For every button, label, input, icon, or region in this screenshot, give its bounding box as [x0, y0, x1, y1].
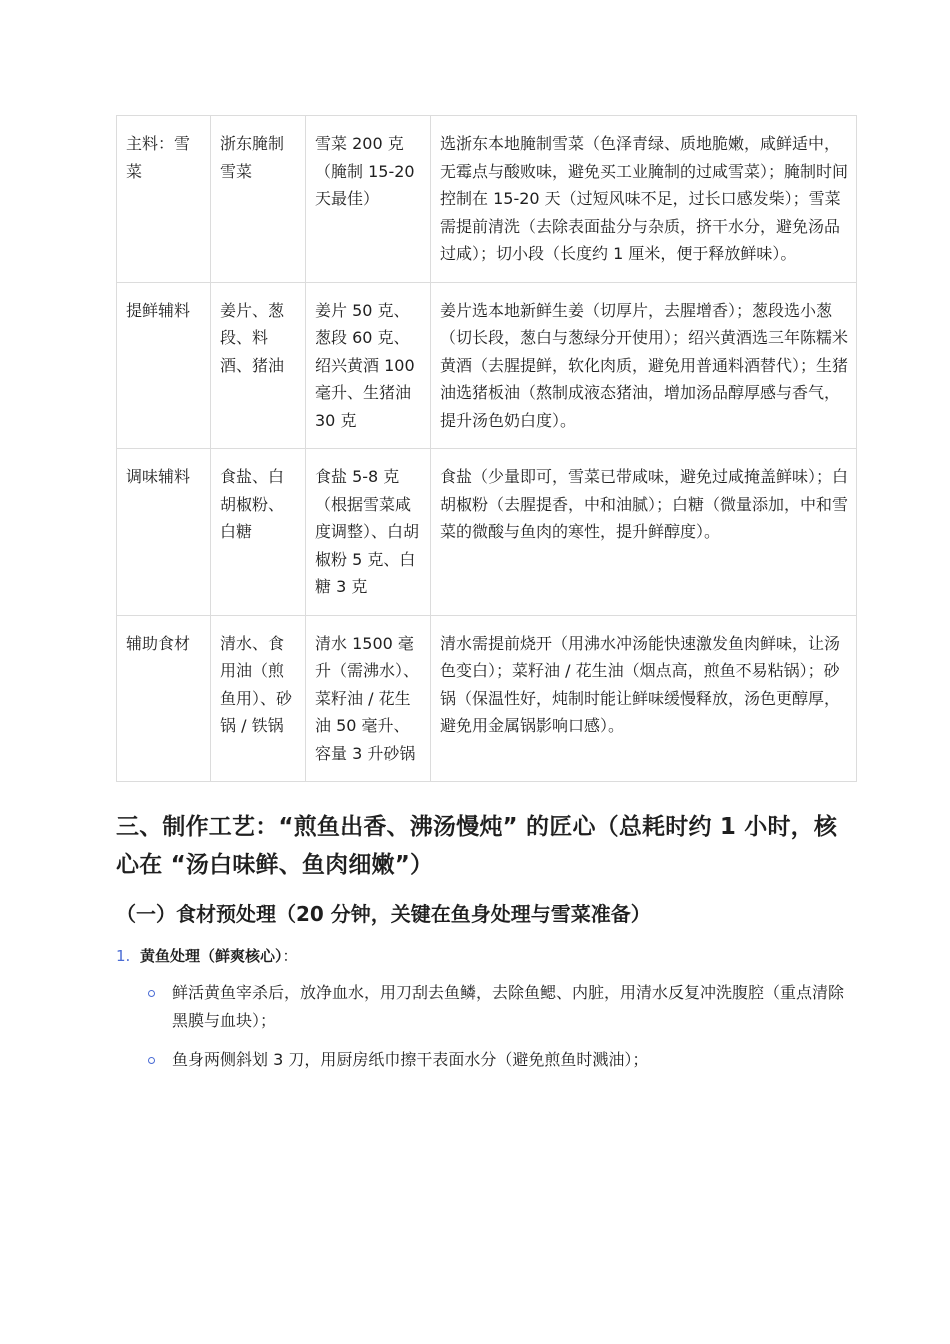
bullet-item — [172, 1046, 856, 1074]
table-cell-notes: 姜片选本地新鲜生姜（切厚片，去腥增香）；葱段选小葱（切长段，葱白与葱绿分开使用）；绍兴黄酒选三年陈糯米黄酒（去腥提鲜，软化肉质，避免用普通料酒替代）；生猪油选猪板油（熬制成液态猪油，增加汤品醇厚感与香气，提升汤色奶白度）。 — [431, 282, 857, 449]
table-cell-amount: 食盐 5-8 克（根据雪菜咸度调整）、白胡椒粉 5 克、白糖 3 克 — [306, 449, 431, 616]
table-cell-amount: 雪菜 200 克（腌制 15-20 天最佳） — [306, 116, 431, 283]
table-row — [117, 282, 857, 449]
table-cell-category: 辅助食材 — [117, 615, 211, 782]
table-cell-item: 浙东腌制雪菜 — [211, 116, 306, 283]
table-cell-category: 主料：雪菜 — [117, 116, 211, 283]
table-row — [117, 116, 857, 283]
bullet-item — [172, 979, 856, 1034]
section-heading: 三、制作工艺：“煎鱼出香、沸汤慢炖” 的匠心（总耗时约 1 小时，核心在 “汤白味鲜、鱼肉细嫩”） — [116, 814, 838, 878]
step-title: 黄鱼处理（鲜爽核心） — [140, 947, 283, 965]
table-row — [117, 449, 857, 616]
bullet-circle-icon — [148, 990, 155, 997]
step-heading — [116, 944, 856, 968]
step-number: 1. — [116, 947, 131, 965]
table-cell-amount: 清水 1500 毫升（需沸水）、菜籽油 / 花生油 50 毫升、容量 3 升砂锅 — [306, 615, 431, 782]
table-cell-item: 清水、食用油（煎鱼用）、砂锅 / 铁锅 — [211, 615, 306, 782]
table-cell-amount: 姜片 50 克、葱段 60 克、绍兴黄酒 100 毫升、生猪油 30 克 — [306, 282, 431, 449]
table-cell-notes: 清水需提前烧开（用沸水冲汤能快速激发鱼肉鲜味，让汤色变白）；菜籽油 / 花生油（烟点高，煎鱼不易粘锅）；砂锅（保温性好，炖制时能让鲜味缓慢释放，汤色更醇厚，避免用金属锅影响口感）。 — [431, 615, 857, 782]
bullet-text: 鲜活黄鱼宰杀后，放净血水，用刀刮去鱼鳞，去除鱼鳃、内脏，用清水反复冲洗腹腔（重点清除黑膜与血块）； — [172, 983, 845, 1030]
step-bullets — [116, 979, 856, 1074]
ingredients-table — [116, 115, 857, 782]
bullet-text: 鱼身两侧斜划 3 刀，用厨房纸巾擦干表面水分（避免煎鱼时溅油）； — [172, 1050, 649, 1069]
steps-list — [116, 944, 856, 1074]
bullet-circle-icon — [148, 1057, 155, 1064]
table-row — [117, 615, 857, 782]
table-cell-item: 姜片、葱段、料酒、猪油 — [211, 282, 306, 449]
subsection-heading: （一）食材预处理（20 分钟，关键在鱼身处理与雪菜准备） — [116, 902, 651, 926]
table-cell-category: 提鲜辅料 — [117, 282, 211, 449]
table-cell-notes: 选浙东本地腌制雪菜（色泽青绿、质地脆嫩，咸鲜适中，无霉点与酸败味，避免买工业腌制的过咸雪菜）；腌制时间控制在 15-20 天（过短风味不足，过长口感发柴）；雪菜需提前清洗（去除表面盐分与杂质，挤干水分，避免汤品过咸）；切小段（长度约 1 厘米，便于释放鲜味）。 — [431, 116, 857, 283]
table-cell-notes: 食盐（少量即可，雪菜已带咸味，避免过咸掩盖鲜味）；白胡椒粉（去腥提香，中和油腻）；白糖（微量添加，中和雪菜的微酸与鱼肉的寒性，提升鲜醇度）。 — [431, 449, 857, 616]
document-page — [116, 115, 856, 1086]
step-item — [116, 944, 856, 1074]
step-title-suffix: ： — [282, 947, 298, 965]
table-cell-category: 调味辅料 — [117, 449, 211, 616]
table-cell-item: 食盐、白胡椒粉、白糖 — [211, 449, 306, 616]
